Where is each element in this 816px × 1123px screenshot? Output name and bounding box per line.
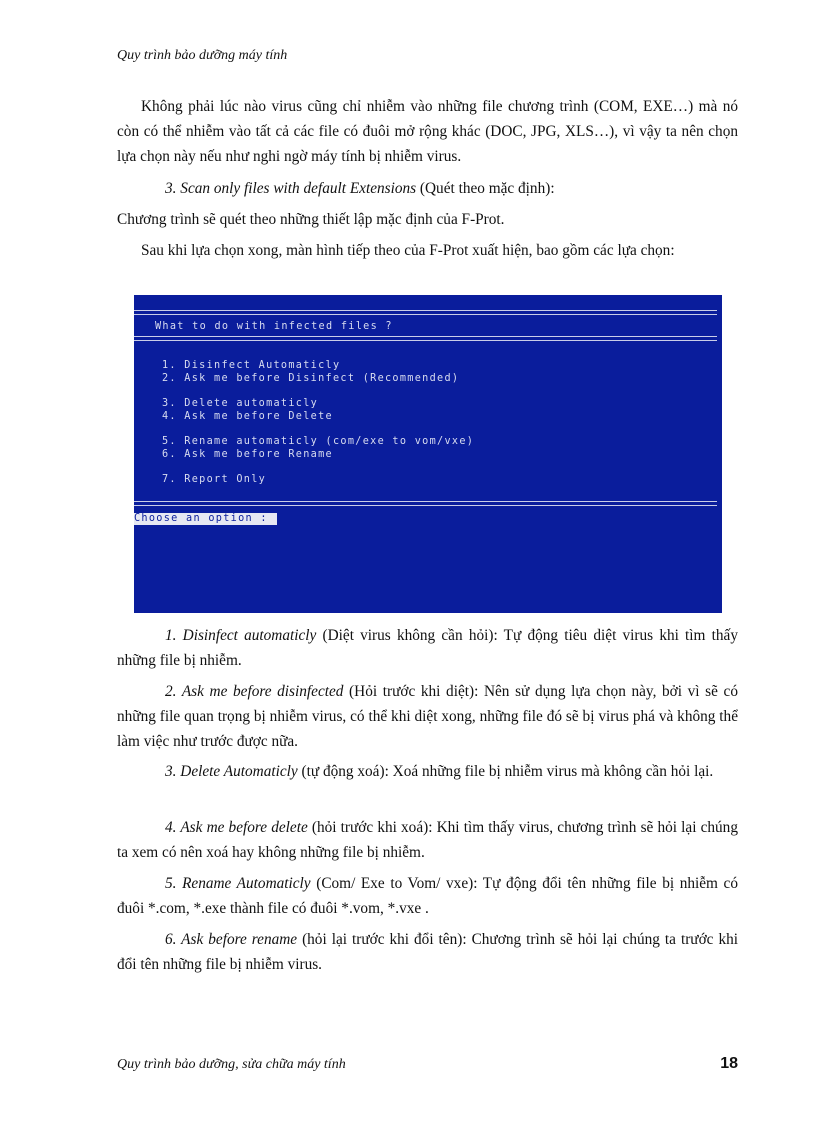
- term-scan-default-desc: (Quét theo mặc định):: [416, 180, 555, 197]
- item-desc: (Com/ Exe to Vom/ vxe): Tự động đổi tên những file bị nhiễm có đuôi *.com, *.exe thành file có đuôi *.vom, *.vxe .: [117, 875, 738, 917]
- option-ask-disinfect[interactable]: 2. Ask me before Disinfect (Recommended): [162, 373, 460, 384]
- item-ask-delete: [117, 815, 738, 865]
- item-term: 6. Ask before rename: [165, 931, 298, 948]
- item-term: 5. Rename Automaticly: [165, 875, 311, 892]
- paragraph-default-settings: Chương trình sẽ quét theo những thiết lập mặc định của F-Prot.: [117, 211, 505, 228]
- option-prompt[interactable]: Choose an option :: [134, 513, 276, 524]
- option-report-only[interactable]: 7. Report Only: [162, 474, 267, 485]
- fprot-infected-files-screen: [134, 295, 722, 613]
- item-desc: (Hỏi trước khi diệt): Nên sử dụng lựa chọn này, bởi vì sẽ có những file quan trọng bị nhiễm virus, có thể khi diệt xong, những file đó sẽ bị virus phá và không thể làm việc như trước được nữa.: [117, 683, 738, 750]
- screen-rule-bottom: [134, 501, 717, 506]
- option-ask-rename[interactable]: 6. Ask me before Rename: [162, 449, 333, 460]
- paragraph-file-types: Không phải lúc nào virus cũng chỉ nhiễm vào những file chương trình (COM, EXE…) mà nó còn có thể nhiễm vào tất cả các file có đuôi mở rộng khác (DOC, JPG, XLS…), vì vậy ta nên chọn lựa chọn này nếu như nghi ngờ máy tính bị nhiễm virus.: [117, 98, 738, 165]
- item-disinfect-auto: [117, 623, 738, 673]
- item-term: 2. Ask me before disinfected: [165, 683, 344, 700]
- option-delete-auto[interactable]: 3. Delete automaticly: [162, 398, 319, 409]
- running-header: Quy trình bảo dưỡng máy tính: [117, 48, 288, 63]
- item-desc: (tự động xoá): Xoá những file bị nhiễm virus mà không cần hỏi lại.: [297, 763, 714, 780]
- item-delete-auto: [117, 759, 738, 784]
- footer-title: Quy trình bảo dưỡng, sửa chữa máy tính: [117, 1057, 346, 1072]
- page-number: 18: [720, 1055, 738, 1072]
- term-scan-default: 3. Scan only files with default Extensions: [165, 180, 417, 197]
- item-desc: (hỏi lại trước khi đổi tên): Chương trình sẽ hỏi lại chúng ta trước khi đổi tên những file bị nhiễm virus.: [117, 931, 738, 973]
- paragraph-next-screen: Sau khi lựa chọn xong, màn hình tiếp theo của F-Prot xuất hiện, bao gồm các lựa chọn:: [141, 242, 675, 259]
- item-term: 4. Ask me before delete: [165, 819, 308, 836]
- item-term: 3. Delete Automaticly: [165, 763, 298, 780]
- option-rename-auto[interactable]: 5. Rename automaticly (com/exe to vom/vxe): [162, 436, 475, 447]
- item-desc: (Diệt virus không cần hỏi): Tự động tiêu diệt virus khi tìm thấy những file bị nhiễm.: [117, 627, 738, 669]
- item-ask-disinfect: [117, 679, 738, 754]
- paragraph-default-scan: [117, 176, 738, 201]
- option-disinfect-auto[interactable]: 1. Disinfect Automaticly: [162, 360, 341, 371]
- screen-rule-title: [134, 336, 717, 341]
- screen-title: What to do with infected files ?: [155, 321, 393, 332]
- item-term: 1. Disinfect automaticly: [165, 627, 317, 644]
- item-desc: (hỏi trước khi xoá): Khi tìm thấy virus, chương trình sẽ hỏi lại chúng ta xem có nên xoá hay không những file bị nhiễm.: [117, 819, 738, 861]
- screen-rule-top: [134, 310, 717, 315]
- option-ask-delete[interactable]: 4. Ask me before Delete: [162, 411, 333, 422]
- item-rename-auto: [117, 871, 738, 921]
- item-ask-rename: [117, 927, 738, 977]
